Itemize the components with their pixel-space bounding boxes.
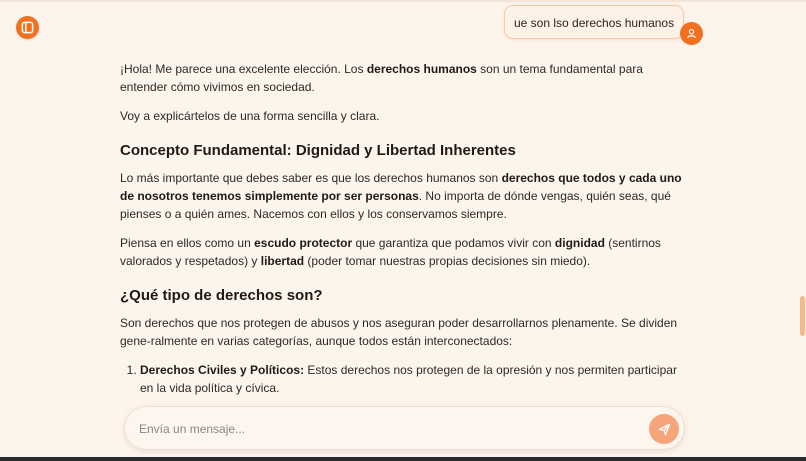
sidebar-toggle-button[interactable] — [16, 16, 39, 39]
bottom-border — [0, 457, 806, 461]
scrollbar-thumb[interactable] — [800, 296, 805, 336]
assistant-paragraph-concept: Lo más importante que debes saber es que los derechos humanos son derechos que todos y cada uno de nosotros tenemos simplemente por ser personas. No importa de dónde vengas, quién seas, qué pienses o a quién ames. Nacemos con ellos y los conservamos siempre. — [120, 171, 682, 221]
section-heading-types: ¿Qué tipo de derechos son? — [120, 287, 323, 304]
user-icon — [686, 28, 697, 39]
assistant-paragraph-shield: Piensa en ellos como un escudo protector que garantiza que podamos vivir con dignidad (sentirnos valorados y respetados) y libertad (poder tomar nuestras propias decisiones sin miedo). — [120, 236, 661, 268]
assistant-paragraph-types: Son derechos que nos protegen de abusos y nos aseguran poder desarrollarnos plenamente. Se dividen gene-ralmente en varias categorías, aunque todos están interconectados: — [120, 316, 678, 348]
section-heading-concept: Concepto Fundamental: Dignidad y Libertad Inherentes — [120, 142, 516, 159]
message-input[interactable] — [137, 417, 641, 441]
list-item: 1. Derechos Civiles y Políticos: Estos derechos nos protegen de la opresión y nos permiten participar en la vida política y cívica. — [140, 361, 686, 397]
assistant-paragraph-intro: ¡Hola! Me parece una excelente elección. Los derechos humanos son un tema fundamental para entender cómo vivimos en sociedad. — [120, 62, 643, 94]
rights-list — [120, 361, 686, 397]
send-icon — [658, 423, 671, 436]
send-button[interactable] — [649, 414, 679, 444]
top-border — [0, 0, 806, 2]
message-composer — [124, 406, 685, 450]
user-avatar — [680, 22, 703, 45]
assistant-message — [120, 60, 686, 397]
user-message-bubble: ue son lso derechos humanos — [504, 5, 684, 39]
sidebar-panel-icon — [21, 21, 34, 34]
assistant-paragraph-lead: Voy a explicártelos de una forma sencilla y clara. — [120, 109, 380, 123]
